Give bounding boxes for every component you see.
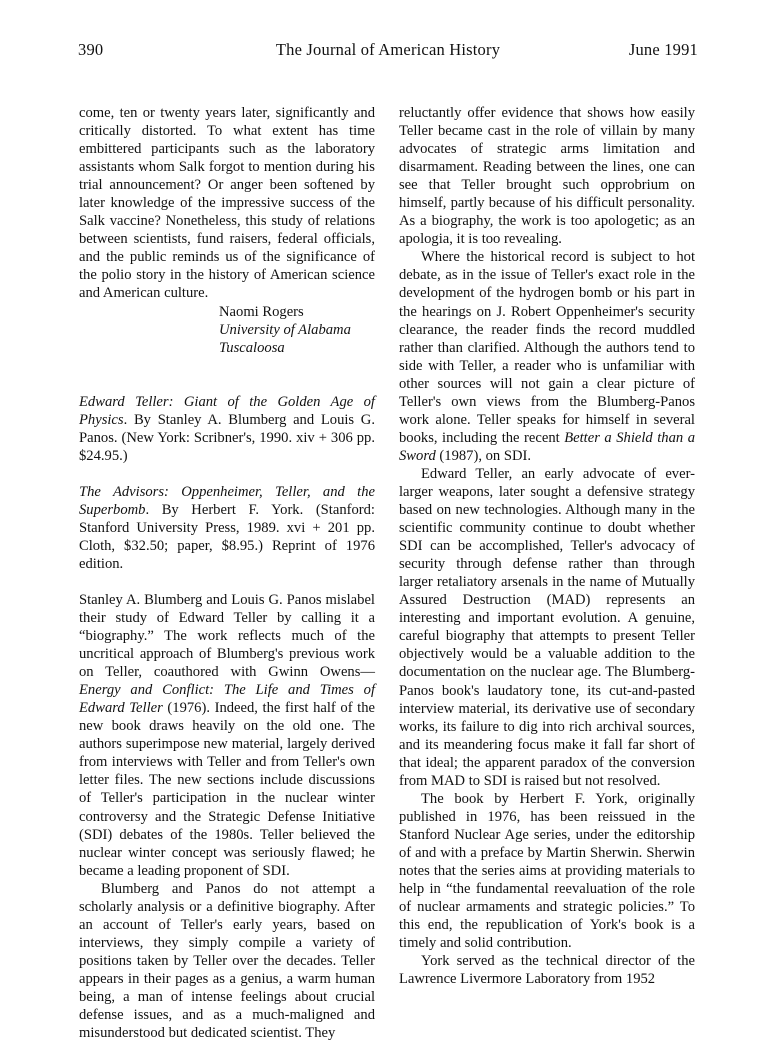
review-paragraph-1: Stanley A. Blumberg and Louis G. Panos mislabel their study of Edward Teller by calling it a “biography.” The work reflects much of the uncritical approach of Blumberg's previous work on Teller, coauthored with Gwinn Owens—Energy and Conflict: The Life and Times of Edward Teller (1976). Indeed, the first half of the new book draws heavily on the old one. The authors superimpose new material, largely derived from interviews with Teller and from Teller's own letter files. The new sections include discussions of Teller's participation in the nuclear winter controversy and the Strategic Defense Initiative (SDI) debates of the 1980s. Teller believed the nuclear winter concept was seriously flawed; he became a leading proponent of SDI.: [79, 591, 375, 879]
book-citation-teller: [79, 393, 375, 465]
reviewer-location: Tuscaloosa: [219, 339, 285, 356]
issue-date: June 1991: [628, 40, 698, 59]
book-citation-advisors: [79, 483, 375, 573]
reviewer-institution: University of Alabama: [219, 321, 351, 338]
left-column: [79, 104, 375, 1042]
continued-review-text: come, ten or twenty years later, significantly and critically distorted. To what extent has time embittered participants such as the laboratory assistants whom Salk forgot to mention during his trial announcement? Or anger been softened by later knowledge of the impressive success of the Salk vaccine? Nonetheless, this study of relations between scientists, fund raisers, federal officials, and the public reminds us of the significance of the polio story in the history of American science and American culture.: [79, 105, 375, 302]
cited-book-title-shield: Better a Shield than a Sword: [399, 429, 695, 464]
review-paragraph-5: Edward Teller, an early advocate of ever-larger weapons, later sought a defensive strategy based on new technologies. Although many in the scientific community continue to doubt whether SDI can be accomplished, Teller's advocacy of security through defense rather than through larger retaliatory arsenals in the name of Mutually Assured Destruction (MAD) represents an interesting and important evolution. A genuine, careful biography that attempts to present Teller objectively would be a valuable addition to the documentation on the nuclear age. The Blumberg-Panos book's laudatory tone, its cut-and-pasted interview material, its derivative use of secondary works, its failure to dig into rich archival sources, and its meandering focus make it fall far short of that ideal; the apparent paradox of the conversion from MAD to SDI is raised but not resolved.: [399, 465, 695, 789]
right-column: [399, 104, 695, 988]
review-paragraph-2: Blumberg and Panos do not attempt a scholarly analysis or a definitive biography. After an account of Teller's early years, based on interviews, they simply compile a variety of positions taken by Teller over the decades. Teller appears in their pages as a genius, a warm human being, a man of intense feelings about crucial defense issues, and as a much-maligned and misunderstood but dedicated scientist. They: [79, 880, 375, 1042]
review-paragraph-7: York served as the technical director of the Lawrence Livermore Laboratory from 1952: [399, 953, 695, 988]
reviewer-signature: [219, 303, 375, 357]
book-title-advisors: The Advisors: Oppenheimer, Teller, and the Superbomb: [79, 483, 375, 518]
reviewer-name: Naomi Rogers: [219, 303, 304, 320]
page-number: 390: [78, 40, 104, 59]
running-header: [78, 40, 698, 64]
review-paragraph-3: reluctantly offer evidence that shows how easily Teller became cast in the role of villain by many advocates of strategic arms limitation and disarmament. Reading between the lines, one can see that Teller brought such opprobrium on himself, partly because of his difficult personality. As a biography, the work is too apologetic; as an apologia, it is too revealing.: [399, 105, 695, 248]
book-title-teller: Edward Teller: Giant of the Golden Age of Physics: [79, 393, 375, 428]
cited-book-title: Energy and Conflict: The Life and Times of Edward Teller: [79, 682, 375, 717]
review-paragraph-6: The book by Herbert F. York, originally published in 1976, has been reissued in the Stanford Nuclear Age series, under the editorship of and with a preface by Martin Sherwin. Sherwin notes that the series aims at providing materials to help in “the fundamental reevaluation of the role of nuclear armaments and strategic policies.” To this end, the republication of York's book is a timely and solid contribution.: [399, 790, 695, 952]
book-details-teller: . By Stanley A. Blumberg and Louis G. Panos. (New York: Scribner's, 1990. xiv + 306 pp. $24.95.): [79, 411, 375, 464]
book-details-advisors: . By Herbert F. York. (Stanford: Stanford University Press, 1989. xvi + 201 pp. Cloth, $32.50; paper, $8.95.) Reprint of 1976 edition.: [79, 501, 375, 572]
journal-title: The Journal of American History: [275, 40, 501, 59]
review-paragraph-4: Where the historical record is subject to hot debate, as in the issue of Teller's exact role in the development of the hydrogen bomb or his part in the hearings on J. Robert Oppenheimer's security clearance, the reader finds the record muddled rather than clarified. Although the authors tend to side with Teller, a reader who is unfamiliar with other sources will not gain a clear picture of Teller's own views from the Blumberg-Panos work alone. Teller speaks for himself in several books, including the recent Better a Shield than a Sword (1987), on SDI.: [399, 249, 695, 464]
